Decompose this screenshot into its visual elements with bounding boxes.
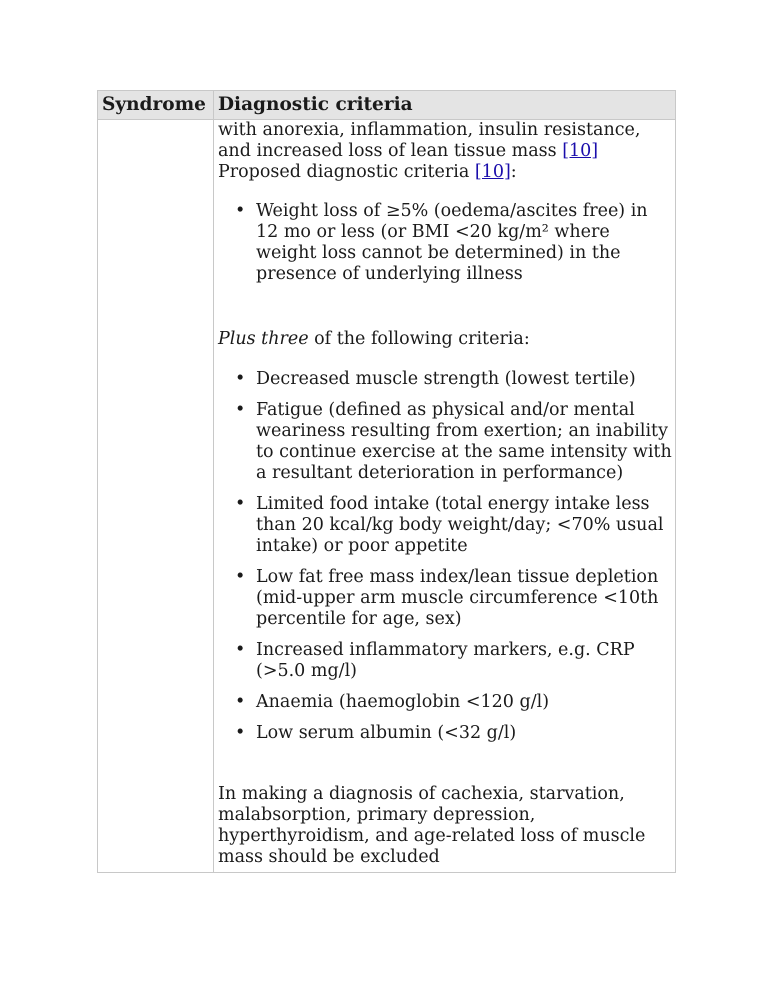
list-item — [235, 400, 672, 484]
list-item — [235, 640, 672, 682]
list-item-text: Increased inflammatory markers, e.g. CRP (>5.0 mg/l) — [256, 640, 635, 681]
list-item — [235, 369, 672, 390]
plus-three-paragraph — [218, 329, 672, 350]
reference-link[interactable]: [10] — [562, 141, 599, 161]
primary-criteria-list — [218, 201, 672, 285]
list-item-text: Low fat free mass index/lean tissue depletion (mid-upper arm muscle circumference <10th percentile for age, sex) — [256, 567, 659, 629]
bullet-icon: • — [235, 369, 246, 389]
proposed-colon: : — [510, 162, 517, 182]
secondary-criteria-list — [218, 369, 672, 744]
intro-text: with anorexia, inflammation, insulin resistance, and increased loss of lean tissue mass — [218, 120, 641, 161]
bullet-icon: • — [235, 640, 246, 660]
bullet-icon: • — [235, 692, 246, 712]
syndrome-cell — [98, 120, 214, 873]
list-item — [235, 201, 672, 285]
bullet-icon: • — [235, 201, 246, 221]
list-item-text: Anaemia (haemoglobin <120 g/l) — [256, 692, 550, 712]
list-item-text: Weight loss of ≥5% (oedema/ascites free) in 12 mo or less (or BMI <20 kg/m² where weight loss cannot be determined) in the presence of underlying illness — [256, 201, 648, 284]
list-item — [235, 723, 672, 744]
bullet-icon: • — [235, 567, 246, 587]
proposed-criteria-text: Proposed diagnostic criteria — [218, 162, 470, 182]
list-item-text: Fatigue (defined as physical and/or mental weariness resulting from exertion; an inability to continue exercise at the same intensity with a resultant deterioration in performance) — [256, 400, 672, 483]
list-item — [235, 494, 672, 557]
plus-three-rest: of the following criteria: — [308, 329, 530, 349]
table-header-row — [98, 91, 676, 120]
syndrome-column-header: Syndrome — [98, 91, 214, 120]
criteria-cell — [214, 120, 676, 873]
intro-paragraph — [218, 120, 672, 183]
list-item-text: Limited food intake (total energy intake less than 20 kcal/kg body weight/day; <70% usual intake) or poor appetite — [256, 494, 664, 556]
bullet-icon: • — [235, 400, 246, 420]
reference-link[interactable]: [10] — [474, 162, 511, 182]
list-item — [235, 692, 672, 713]
plus-three-emphasis: Plus three — [218, 329, 309, 349]
bullet-icon: • — [235, 494, 246, 514]
table-row — [98, 120, 676, 873]
criteria-column-header: Diagnostic criteria — [214, 91, 676, 120]
list-item — [235, 567, 672, 630]
diagnostic-criteria-table — [97, 90, 676, 873]
list-item-text: Low serum albumin (<32 g/l) — [256, 723, 517, 743]
list-item-text: Decreased muscle strength (lowest tertile) — [256, 369, 636, 389]
bullet-icon: • — [235, 723, 246, 743]
closing-paragraph: In making a diagnosis of cachexia, starvation, malabsorption, primary depression, hyperthyroidism, and age-related loss of muscle mass should be excluded — [218, 784, 646, 867]
